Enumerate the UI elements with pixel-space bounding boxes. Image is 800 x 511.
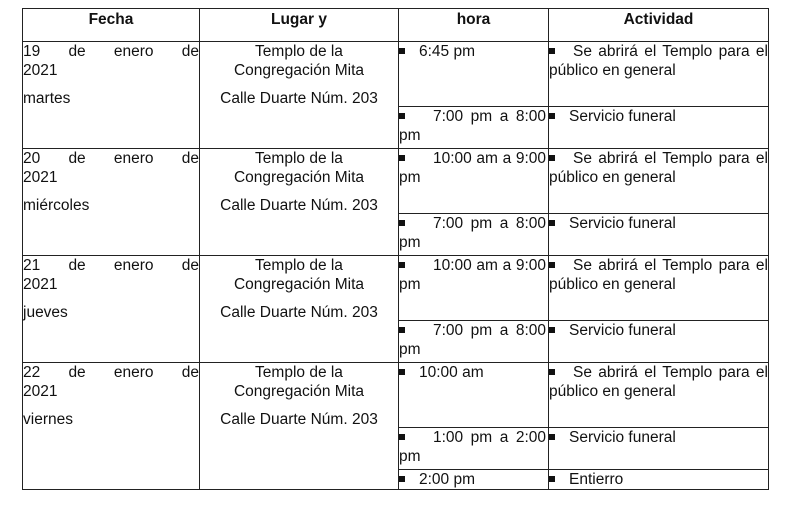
place-address: Calle Duarte Núm. 203 bbox=[220, 411, 378, 428]
header-fecha: Fecha bbox=[23, 9, 200, 42]
date-day: 21 bbox=[23, 257, 41, 274]
activity-text: Se abrirá el Templo para el público en general bbox=[549, 43, 768, 79]
activity-text: Servicio funeral bbox=[569, 322, 676, 339]
activity-cell bbox=[549, 214, 769, 256]
date-cell bbox=[23, 363, 200, 490]
bullet-icon bbox=[549, 369, 555, 375]
place-line: Templo de la bbox=[255, 257, 343, 274]
activity-cell bbox=[549, 428, 769, 470]
bullet-icon bbox=[399, 327, 405, 333]
header-row bbox=[23, 9, 769, 42]
bullet-icon bbox=[399, 262, 405, 268]
place-line: Congregación Mita bbox=[233, 276, 365, 293]
bullet-icon bbox=[549, 220, 555, 226]
place-line: Templo de la bbox=[255, 364, 343, 381]
activity-text: Entierro bbox=[569, 471, 624, 488]
date-year: 2021 bbox=[23, 62, 58, 79]
activity-cell bbox=[549, 470, 769, 490]
table-row bbox=[23, 42, 769, 107]
activity-text: Se abrirá el Templo para el público en general bbox=[549, 257, 768, 293]
time-text: 6:45 pm bbox=[419, 43, 476, 60]
date-de: de bbox=[68, 43, 86, 60]
date-de: de bbox=[181, 150, 199, 167]
time-cell bbox=[399, 363, 549, 428]
time-text: 10:00 am a 9:00 pm bbox=[399, 150, 546, 186]
time-text: 10:00 am bbox=[419, 364, 484, 381]
date-cell bbox=[23, 256, 200, 363]
bullet-icon bbox=[399, 113, 405, 119]
activity-cell bbox=[549, 42, 769, 107]
activity-text: Servicio funeral bbox=[569, 429, 676, 446]
time-cell bbox=[399, 428, 549, 470]
date-de: de bbox=[68, 150, 86, 167]
time-text: 7:00 pm a 8:00 pm bbox=[399, 322, 546, 358]
bullet-icon bbox=[399, 220, 405, 226]
time-cell bbox=[399, 256, 549, 321]
bullet-icon bbox=[549, 476, 555, 482]
weekday: viernes bbox=[23, 411, 73, 428]
activity-cell bbox=[549, 321, 769, 363]
bullet-icon bbox=[549, 48, 555, 54]
time-cell bbox=[399, 470, 549, 490]
bullet-icon bbox=[399, 48, 405, 54]
weekday: miércoles bbox=[23, 197, 90, 214]
place-line: Congregación Mita bbox=[233, 169, 365, 186]
activity-text: Se abrirá el Templo para el público en general bbox=[549, 364, 768, 400]
date-year: 2021 bbox=[23, 169, 58, 186]
time-text: 10:00 am a 9:00 pm bbox=[399, 257, 546, 293]
bullet-icon bbox=[549, 113, 555, 119]
date-cell bbox=[23, 149, 200, 256]
time-cell bbox=[399, 149, 549, 214]
date-cell bbox=[23, 42, 200, 149]
place-address: Calle Duarte Núm. 203 bbox=[220, 90, 378, 107]
header-hora: hora bbox=[399, 9, 549, 42]
time-text: 1:00 pm a 2:00 pm bbox=[399, 429, 546, 465]
bullet-icon bbox=[549, 434, 555, 440]
date-month: enero bbox=[113, 364, 154, 381]
activity-text: Servicio funeral bbox=[569, 108, 676, 125]
place-cell bbox=[200, 42, 399, 149]
weekday: martes bbox=[23, 90, 71, 107]
time-text: 2:00 pm bbox=[419, 471, 476, 488]
bullet-icon bbox=[549, 155, 555, 161]
bullet-icon bbox=[399, 155, 405, 161]
date-month: enero bbox=[113, 43, 154, 60]
place-address: Calle Duarte Núm. 203 bbox=[220, 197, 378, 214]
bullet-icon bbox=[399, 434, 405, 440]
date-de: de bbox=[68, 257, 86, 274]
time-cell bbox=[399, 42, 549, 107]
header-lugar: Lugar y bbox=[200, 9, 399, 42]
activity-cell bbox=[549, 107, 769, 149]
bullet-icon bbox=[399, 369, 405, 375]
place-line: Templo de la bbox=[255, 150, 343, 167]
date-year: 2021 bbox=[23, 276, 58, 293]
place-cell bbox=[200, 149, 399, 256]
bullet-icon bbox=[549, 327, 555, 333]
place-line: Congregación Mita bbox=[233, 383, 365, 400]
bullet-icon bbox=[549, 262, 555, 268]
place-cell bbox=[200, 256, 399, 363]
date-day: 22 bbox=[23, 364, 41, 381]
date-day: 20 bbox=[23, 150, 41, 167]
table-row bbox=[23, 363, 769, 428]
time-text: 7:00 pm a 8:00 pm bbox=[399, 108, 546, 144]
time-cell bbox=[399, 321, 549, 363]
place-line: Congregación Mita bbox=[233, 62, 365, 79]
date-day: 19 bbox=[23, 43, 41, 60]
date-month: enero bbox=[113, 150, 154, 167]
weekday: jueves bbox=[23, 304, 68, 321]
table-row bbox=[23, 149, 769, 214]
date-year: 2021 bbox=[23, 383, 58, 400]
activity-cell bbox=[549, 363, 769, 428]
activity-text: Servicio funeral bbox=[569, 215, 676, 232]
schedule-table bbox=[22, 8, 769, 490]
place-cell bbox=[200, 363, 399, 490]
place-line: Templo de la bbox=[255, 43, 343, 60]
activity-text: Se abrirá el Templo para el público en general bbox=[549, 150, 768, 186]
date-de: de bbox=[68, 364, 86, 381]
time-text: 7:00 pm a 8:00 pm bbox=[399, 215, 546, 251]
table-row bbox=[23, 256, 769, 321]
date-de: de bbox=[181, 364, 199, 381]
activity-cell bbox=[549, 149, 769, 214]
header-actividad: Actividad bbox=[549, 9, 769, 42]
date-de: de bbox=[181, 257, 199, 274]
time-cell bbox=[399, 107, 549, 149]
bullet-icon bbox=[399, 476, 405, 482]
activity-cell bbox=[549, 256, 769, 321]
date-de: de bbox=[181, 43, 199, 60]
time-cell bbox=[399, 214, 549, 256]
place-address: Calle Duarte Núm. 203 bbox=[220, 304, 378, 321]
date-month: enero bbox=[113, 257, 154, 274]
